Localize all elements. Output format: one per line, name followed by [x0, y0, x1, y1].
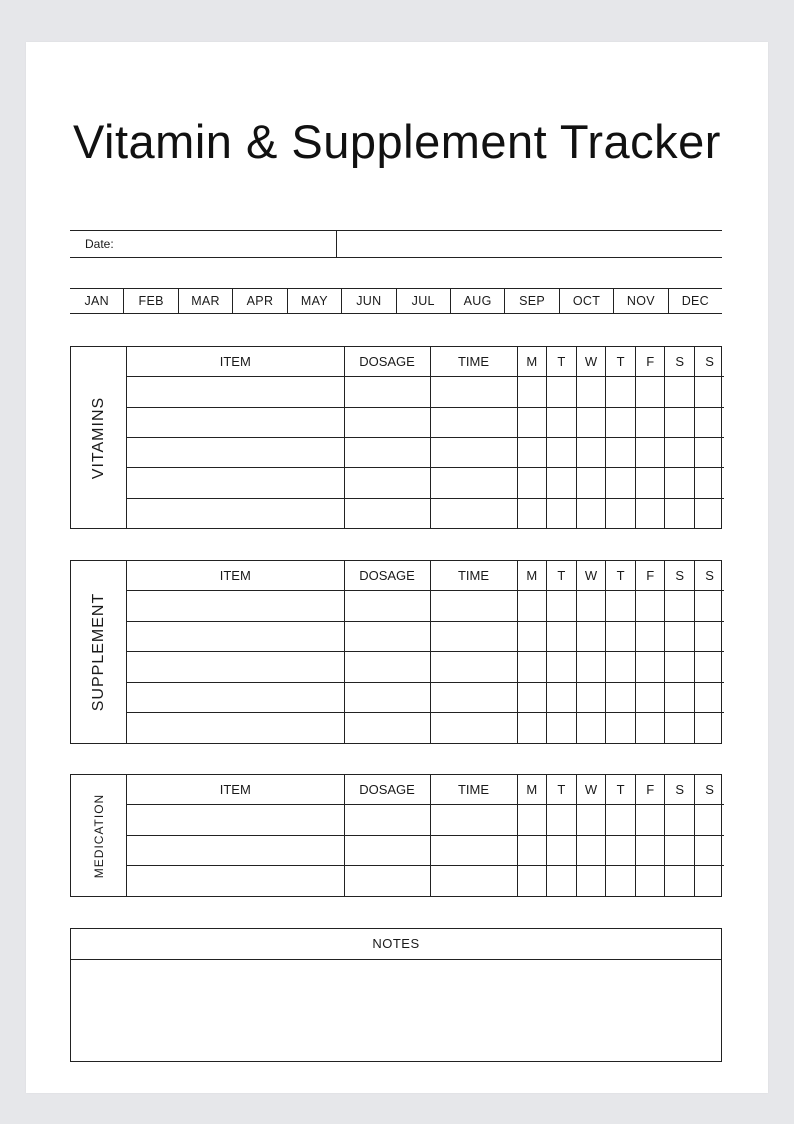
day-check[interactable]: [695, 866, 725, 896]
day-check[interactable]: [695, 591, 725, 622]
day-check[interactable]: [517, 866, 547, 896]
day-check[interactable]: [517, 805, 547, 836]
month-selector: [70, 288, 722, 314]
day-check[interactable]: [576, 805, 606, 836]
item-cell[interactable]: [127, 835, 344, 866]
supplement-side: [71, 561, 127, 743]
col-time: TIME: [430, 561, 517, 591]
day-check[interactable]: [635, 621, 665, 652]
day-check[interactable]: [576, 652, 606, 683]
day-check[interactable]: [547, 682, 577, 713]
col-day-fri: F: [635, 561, 665, 591]
notes-box: [70, 928, 722, 1062]
day-check[interactable]: [606, 591, 636, 622]
item-cell[interactable]: [127, 591, 344, 622]
dosage-cell[interactable]: [344, 713, 430, 743]
item-cell[interactable]: [127, 652, 344, 683]
col-item: ITEM: [219, 782, 251, 798]
table-row: [127, 652, 724, 683]
col-day-sun: S: [695, 561, 725, 591]
day-check[interactable]: [547, 468, 577, 498]
dosage-cell[interactable]: [344, 498, 430, 528]
day-check[interactable]: [665, 468, 695, 498]
date-row: [70, 230, 722, 258]
day-check[interactable]: [517, 591, 547, 622]
day-check[interactable]: [635, 407, 665, 437]
day-check[interactable]: [635, 652, 665, 683]
day-check[interactable]: [606, 498, 636, 528]
day-check[interactable]: [695, 682, 725, 713]
dosage-cell[interactable]: [344, 591, 430, 622]
col-day-tue: T: [547, 775, 577, 805]
month-jun[interactable]: JUN: [342, 289, 396, 313]
day-check[interactable]: [517, 621, 547, 652]
col-day-tue: T: [547, 347, 577, 377]
day-check[interactable]: [547, 377, 577, 407]
day-check[interactable]: [517, 652, 547, 683]
time-cell[interactable]: [430, 805, 517, 836]
month-sep[interactable]: SEP: [505, 289, 559, 313]
day-check[interactable]: [665, 682, 695, 713]
day-check[interactable]: [576, 468, 606, 498]
vitamins-side: [71, 347, 127, 528]
supplement-table: [127, 561, 724, 743]
day-check[interactable]: [665, 407, 695, 437]
day-check[interactable]: [695, 437, 725, 467]
month-feb[interactable]: FEB: [124, 289, 178, 313]
vitamins-label: VITAMINS: [89, 396, 107, 479]
time-cell[interactable]: [430, 377, 517, 407]
col-dosage: DOSAGE: [344, 561, 430, 591]
medication-table: [127, 775, 724, 896]
item-cell[interactable]: [127, 713, 344, 743]
day-check[interactable]: [576, 591, 606, 622]
dosage-cell[interactable]: [344, 437, 430, 467]
time-cell[interactable]: [430, 621, 517, 652]
day-check[interactable]: [576, 713, 606, 743]
day-check[interactable]: [517, 468, 547, 498]
month-apr[interactable]: APR: [233, 289, 287, 313]
table-row: [127, 498, 724, 528]
month-jan[interactable]: JAN: [70, 289, 124, 313]
dosage-cell[interactable]: [344, 652, 430, 683]
time-cell[interactable]: [430, 407, 517, 437]
item-cell[interactable]: [127, 468, 344, 498]
page-title: Vitamin & Supplement Tracker: [73, 115, 721, 168]
day-check[interactable]: [576, 621, 606, 652]
notes-area[interactable]: [71, 960, 721, 1062]
medication-label: MEDICATION: [91, 793, 106, 878]
time-cell[interactable]: [430, 437, 517, 467]
day-check[interactable]: [665, 591, 695, 622]
day-check[interactable]: [665, 713, 695, 743]
time-cell[interactable]: [430, 866, 517, 896]
month-jul[interactable]: JUL: [397, 289, 451, 313]
date-field[interactable]: [337, 231, 722, 257]
col-day-tue: T: [547, 561, 577, 591]
dosage-cell[interactable]: [344, 377, 430, 407]
day-check[interactable]: [695, 407, 725, 437]
day-check[interactable]: [665, 652, 695, 683]
day-check[interactable]: [517, 498, 547, 528]
col-day-wed: W: [576, 561, 606, 591]
day-check[interactable]: [665, 835, 695, 866]
time-cell[interactable]: [430, 682, 517, 713]
dosage-cell[interactable]: [344, 866, 430, 896]
table-row: [127, 713, 724, 743]
day-check[interactable]: [665, 377, 695, 407]
date-label: Date:: [70, 231, 337, 257]
col-dosage: DOSAGE: [344, 347, 430, 377]
table-row: [127, 377, 724, 407]
day-check[interactable]: [517, 682, 547, 713]
day-check[interactable]: [635, 866, 665, 896]
month-oct[interactable]: OCT: [560, 289, 614, 313]
col-day-sat: S: [665, 775, 695, 805]
table-header-row: [127, 347, 724, 377]
day-check[interactable]: [606, 377, 636, 407]
day-check[interactable]: [635, 713, 665, 743]
table-header-row: [127, 561, 724, 591]
day-check[interactable]: [547, 652, 577, 683]
time-cell[interactable]: [430, 468, 517, 498]
day-check[interactable]: [576, 407, 606, 437]
col-dosage: DOSAGE: [344, 775, 430, 805]
day-check[interactable]: [635, 437, 665, 467]
time-cell[interactable]: [430, 591, 517, 622]
day-check[interactable]: [606, 652, 636, 683]
dosage-cell[interactable]: [344, 805, 430, 836]
col-day-fri: F: [635, 775, 665, 805]
item-cell[interactable]: [127, 682, 344, 713]
planner-page: [26, 42, 768, 1093]
day-check[interactable]: [517, 835, 547, 866]
col-item: ITEM: [219, 354, 251, 370]
day-check[interactable]: [547, 437, 577, 467]
dosage-cell[interactable]: [344, 468, 430, 498]
time-cell[interactable]: [430, 835, 517, 866]
day-check[interactable]: [576, 437, 606, 467]
day-check[interactable]: [547, 591, 577, 622]
day-check[interactable]: [606, 835, 636, 866]
day-check[interactable]: [635, 468, 665, 498]
day-check[interactable]: [576, 682, 606, 713]
day-check[interactable]: [695, 498, 725, 528]
month-nov[interactable]: NOV: [614, 289, 668, 313]
col-item: ITEM: [219, 568, 251, 584]
day-check[interactable]: [695, 713, 725, 743]
col-day-mon: M: [517, 775, 547, 805]
day-check[interactable]: [635, 835, 665, 866]
day-check[interactable]: [517, 377, 547, 407]
supplement-tracker: [70, 560, 722, 744]
col-day-mon: M: [517, 347, 547, 377]
table-row: [127, 591, 724, 622]
day-check[interactable]: [576, 377, 606, 407]
col-day-sat: S: [665, 561, 695, 591]
time-cell[interactable]: [430, 713, 517, 743]
table-header-row: [127, 775, 724, 805]
day-check[interactable]: [695, 835, 725, 866]
item-cell[interactable]: [127, 621, 344, 652]
month-aug[interactable]: AUG: [451, 289, 505, 313]
day-check[interactable]: [635, 591, 665, 622]
day-check[interactable]: [695, 805, 725, 836]
dosage-cell[interactable]: [344, 621, 430, 652]
item-cell[interactable]: [127, 498, 344, 528]
notes-heading: NOTES: [71, 929, 721, 960]
day-check[interactable]: [606, 407, 636, 437]
day-check[interactable]: [665, 437, 695, 467]
item-cell[interactable]: [127, 377, 344, 407]
col-day-sat: S: [665, 347, 695, 377]
col-day-sun: S: [695, 347, 725, 377]
day-check[interactable]: [547, 805, 577, 836]
day-check[interactable]: [665, 498, 695, 528]
day-check[interactable]: [665, 866, 695, 896]
day-check[interactable]: [635, 498, 665, 528]
day-check[interactable]: [547, 835, 577, 866]
day-check[interactable]: [635, 805, 665, 836]
day-check[interactable]: [695, 652, 725, 683]
day-check[interactable]: [606, 621, 636, 652]
table-row: [127, 437, 724, 467]
table-row: [127, 621, 724, 652]
table-row: [127, 682, 724, 713]
time-cell[interactable]: [430, 652, 517, 683]
dosage-cell[interactable]: [344, 407, 430, 437]
item-cell[interactable]: [127, 407, 344, 437]
item-cell[interactable]: [127, 866, 344, 896]
col-day-wed: W: [576, 775, 606, 805]
day-check[interactable]: [517, 713, 547, 743]
supplement-label: SUPPLEMENT: [89, 592, 107, 712]
day-check[interactable]: [635, 682, 665, 713]
day-check[interactable]: [606, 468, 636, 498]
col-time: TIME: [430, 347, 517, 377]
vitamins-tracker: [70, 346, 722, 529]
table-row: [127, 468, 724, 498]
day-check[interactable]: [517, 407, 547, 437]
medication-side: [71, 775, 127, 896]
day-check[interactable]: [606, 437, 636, 467]
col-time: TIME: [430, 775, 517, 805]
table-row: [127, 407, 724, 437]
table-row: [127, 866, 724, 896]
medication-tracker: [70, 774, 722, 897]
day-check[interactable]: [547, 713, 577, 743]
dosage-cell[interactable]: [344, 682, 430, 713]
day-check[interactable]: [547, 621, 577, 652]
table-row: [127, 835, 724, 866]
col-day-thu: T: [606, 347, 636, 377]
col-day-fri: F: [635, 347, 665, 377]
day-check[interactable]: [576, 866, 606, 896]
vitamins-table: [127, 347, 724, 528]
col-day-sun: S: [695, 775, 725, 805]
day-check[interactable]: [635, 377, 665, 407]
day-check[interactable]: [695, 468, 725, 498]
day-check[interactable]: [606, 682, 636, 713]
col-day-wed: W: [576, 347, 606, 377]
day-check[interactable]: [606, 713, 636, 743]
day-check[interactable]: [547, 498, 577, 528]
col-day-mon: M: [517, 561, 547, 591]
day-check[interactable]: [695, 377, 725, 407]
col-day-thu: T: [606, 561, 636, 591]
month-dec[interactable]: DEC: [681, 294, 709, 308]
day-check[interactable]: [547, 866, 577, 896]
dosage-cell[interactable]: [344, 835, 430, 866]
item-cell[interactable]: [127, 437, 344, 467]
month-mar[interactable]: MAR: [179, 289, 233, 313]
month-may[interactable]: MAY: [288, 289, 342, 313]
day-check[interactable]: [517, 437, 547, 467]
col-day-thu: T: [606, 775, 636, 805]
day-check[interactable]: [576, 835, 606, 866]
table-row: [127, 805, 724, 836]
day-check[interactable]: [665, 805, 695, 836]
day-check[interactable]: [695, 621, 725, 652]
day-check[interactable]: [606, 866, 636, 896]
item-cell[interactable]: [127, 805, 344, 836]
day-check[interactable]: [606, 805, 636, 836]
day-check[interactable]: [665, 621, 695, 652]
day-check[interactable]: [547, 407, 577, 437]
time-cell[interactable]: [430, 498, 517, 528]
day-check[interactable]: [576, 498, 606, 528]
